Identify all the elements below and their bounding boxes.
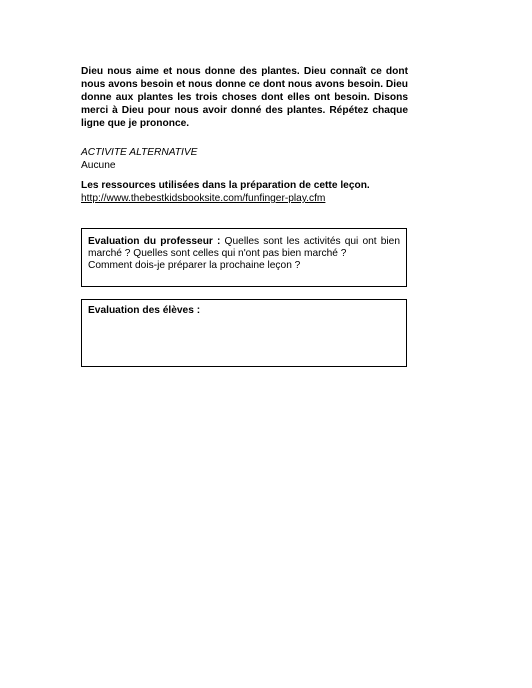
student-evaluation-label: Evaluation des élèves : <box>88 305 201 316</box>
alternative-activity-title: ACTIVITE ALTERNATIVE <box>81 147 198 158</box>
teacher-evaluation-text <box>88 236 400 260</box>
teacher-evaluation-line2: Comment dois-je préparer la prochaine leçon ? <box>88 260 301 272</box>
resources-link[interactable]: http://www.thebestkidsbooksite.com/funfinger-play.cfm <box>81 193 326 204</box>
alternative-activity-value: Aucune <box>81 160 116 171</box>
lesson-paragraph: Dieu nous aime et nous donne des plantes. Dieu connaît ce dont nous avons besoin et nous donne ce dont nous avons besoin. Dieu donne aux plantes les trois choses dont elles ont besoin. Disons merci à Dieu pour nous avoir donné des plantes. Répétez chaque ligne que je prononce. <box>81 66 408 129</box>
student-evaluation-box <box>81 299 407 367</box>
teacher-evaluation-box <box>81 228 407 287</box>
teacher-evaluation-label: Evaluation du professeur : <box>88 236 221 247</box>
teacher-evaluation-questions: Quelles sont les activités qui ont bien marché ? Quelles sont celles qui n'ont pas bien marché ? <box>88 236 401 260</box>
resources-title: Les ressources utilisées dans la préparation de cette leçon. <box>81 180 370 191</box>
